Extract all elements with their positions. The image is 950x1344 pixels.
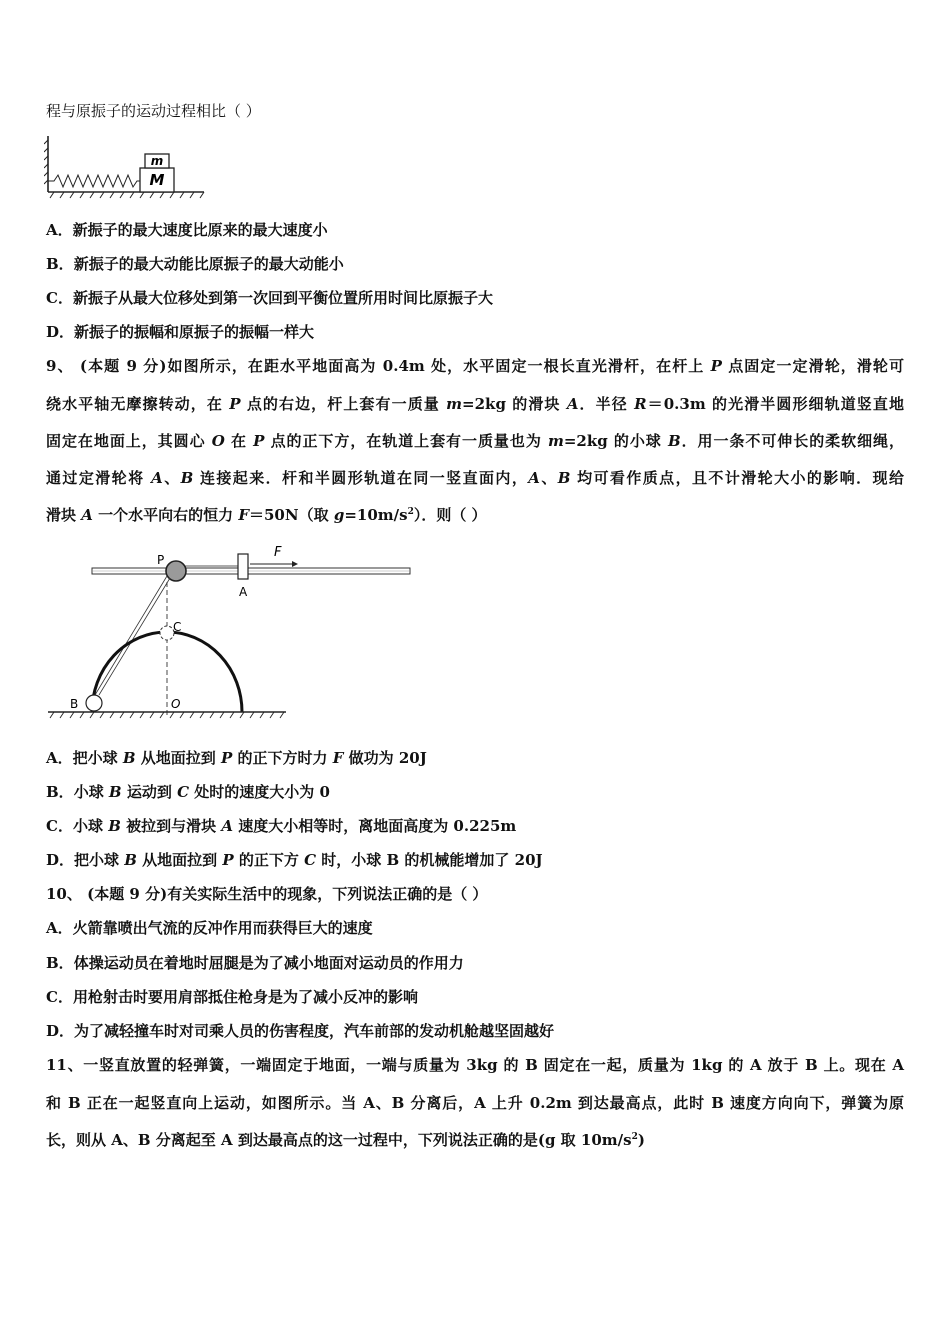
q8-option-d: D．新振子的振幅和原振子的振幅一样大 [46, 323, 315, 341]
q9-stem-line-3: 固定在地面上，其圆心 O 在 P 点的正下方，在轨道上套有一质量也为 m=2kg 的小球 B．用一条不可伸长的柔软细绳， [46, 432, 904, 450]
label-M: M [149, 171, 165, 189]
q10-option-c: C．用枪射击时要用肩部抵住枪身是为了减小反冲的影响 [46, 988, 418, 1006]
rope-P-B-2 [99, 578, 170, 695]
q9-option-d: D．把小球 B 从地面拉到 P 的正下方 C 时，小球 B 的机械能增加了 20J [46, 851, 543, 869]
rod [92, 568, 410, 574]
wall [44, 136, 48, 192]
q9-option-c: C．小球 B 被拉到与滑块 A 速度大小相等时，离地面高度为 0.225m [46, 817, 517, 835]
label-F: F [274, 545, 282, 560]
force-arrow-head [292, 561, 298, 567]
q11-stem-line-1: 11、一竖直放置的轻弹簧，一端固定于地面，一端与质量为 3kg 的 B 固定在一起，质量为 1kg 的 A 放于 B 上。现在 A [46, 1056, 904, 1074]
label-C: C [173, 620, 182, 634]
label-O: O [171, 697, 181, 711]
q10-option-b: B．体操运动员在着地时屈腿是为了减小地面对运动员的作用力 [46, 954, 464, 972]
q11-stem-line-3: 长，则从 A、B 分离起至 A 到达最高点的这一过程中，下列说法正确的是(g 取 $10m/s^2$) [46, 1131, 645, 1149]
label-A: A [239, 585, 248, 599]
point-C [160, 626, 174, 640]
q8-option-c: C．新振子从最大位移处到第一次回到平衡位置所用时间比原振子大 [46, 289, 493, 307]
q10-option-d: D．为了减轻撞车时对司乘人员的伤害程度，汽车前部的发动机舱越坚固越好 [46, 1022, 555, 1040]
q9-stem-line-2: 绕水平轴无摩擦转动，在 P 点的右边，杆上套有一质量 m=2kg 的滑块 A．半径 R＝0.3m 的光滑半圆形细轨道竖直地 [46, 395, 904, 413]
label-m: m [150, 154, 164, 168]
slider-A [238, 554, 248, 579]
q9-stem-line-4: 通过定滑轮将 A、B 连接起来．杆和半圆形轨道在同一竖直面内，A、B 均可看作质点，且不计滑轮大小的影响．现给 [46, 469, 904, 487]
pulley-track-figure [44, 540, 416, 722]
q9-stem-line-1: 9、 (本题 9 分)如图所示，在距水平地面高为 0.4m 处，水平固定一根长直光滑杆，在杆上 P 点固定一定滑轮，滑轮可 [46, 357, 904, 375]
q10-option-a: A．火箭靠喷出气流的反冲作用而获得巨大的速度 [46, 919, 373, 937]
pulley-P [166, 561, 186, 581]
q8-option-a: A．新振子的最大速度比原来的最大速度小 [46, 221, 328, 239]
q10-stem: 10、 (本题 9 分)有关实际生活中的现象，下列说法正确的是（ ） [46, 885, 488, 903]
ball-B [86, 695, 102, 711]
spring [48, 175, 140, 187]
label-B: B [70, 697, 79, 711]
q9-option-a: A．把小球 B 从地面拉到 P 的正下方时力 F 做功为 20J [46, 749, 427, 767]
q11-stem-line-2: 和 B 正在一起竖直向上运动，如图所示。当 A、B 分离后，A 上升 0.2m 到达最高点，此时 B 速度方向向下，弹簧为原 [46, 1094, 904, 1112]
rope-P-B [95, 576, 167, 695]
ground [48, 192, 204, 198]
spring-block-figure [44, 134, 210, 200]
q8-stem-tail: 程与原振子的运动过程相比（ ） [46, 102, 261, 120]
q9-option-b: B．小球 B 运动到 C 处时的速度大小为 0 [46, 783, 330, 801]
label-P: P [157, 553, 165, 567]
q8-option-b: B．新振子的最大动能比原振子的最大动能小 [46, 255, 344, 273]
q9-stem-line-5: 滑块 A 一个水平向右的恒力 F＝50N（取 $g=10m/s^2$）．则（ ） [46, 506, 487, 524]
